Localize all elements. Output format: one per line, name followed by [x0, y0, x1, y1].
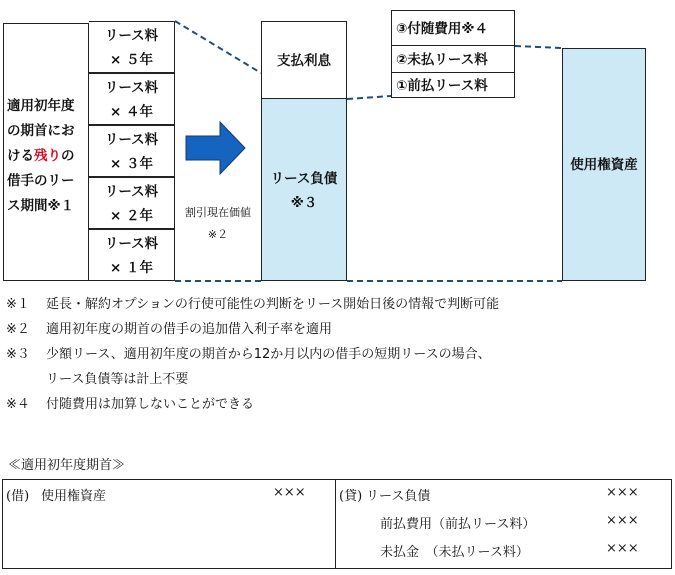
remaining-highlight: 残り: [34, 148, 61, 164]
footnote-text: 少額リース、適用初年度の期首から12か月以内の借手の短期リースの場合、: [46, 347, 491, 362]
credit-amount-liability: ×××: [606, 485, 639, 500]
prepaid-lease-box: ①前払リース料: [391, 72, 515, 98]
incidental-costs-box: ③付随費用※４: [391, 10, 515, 46]
left-label-line-3c: の: [61, 148, 75, 164]
left-label-line-1: 適用初年度: [7, 98, 75, 114]
lease-payment-title: リース料: [104, 28, 159, 44]
debit-tag: (借): [6, 489, 30, 504]
footnote-mark: ※１: [6, 297, 30, 312]
footnote-3-continued: [6, 367, 666, 392]
footnote-3: [6, 342, 666, 367]
stack-to-asset-connector: [515, 46, 562, 48]
interest-expense-box: 支払利息: [261, 21, 347, 99]
footnote-text: 適用初年度の期首の借手の追加借入利子率を適用: [46, 322, 333, 337]
lease-payment-year: × ４年: [109, 104, 153, 120]
lease-liability-label: リース負債: [270, 171, 338, 187]
credit-box: [336, 479, 672, 569]
left-label-line-2: の期首にお: [7, 123, 75, 139]
footnote-2: [6, 317, 666, 342]
debit-account: 使用権資産: [41, 489, 107, 504]
lease-liability-note: ※３: [290, 195, 318, 211]
credit-tag: (貸): [339, 489, 363, 504]
discount-label: [176, 202, 260, 246]
discount-label-text: 割引現在価値: [185, 206, 251, 219]
left-label-line-4: 借手のリー: [7, 173, 75, 189]
right-of-use-asset-box: 使用権資産: [562, 48, 646, 281]
lease-payment-year: × ３年: [109, 156, 153, 172]
liability-to-stack-connector: [347, 96, 391, 99]
lease-payment-title: リース料: [104, 80, 159, 96]
lease-payment-title: リース料: [104, 132, 159, 148]
footnote-mark: [6, 367, 46, 392]
footnote-mark: ※３: [6, 347, 30, 362]
discount-label-note: ※２: [207, 228, 229, 241]
credit-amount-prepaid: ×××: [606, 513, 639, 528]
credit-account-unpaid: 未払金 （未払リース料）: [380, 545, 529, 560]
footnote-text: 延長・解約オプションの行使可能性の判断をリース開始日後の情報で判断可能: [46, 297, 500, 312]
footnote-1: [6, 292, 666, 317]
top-dashed-connector: [175, 21, 261, 73]
footnote-text: 付随費用は加算しないことができる: [46, 397, 255, 412]
credit-amount-unpaid: ×××: [606, 541, 639, 556]
lease-payment-year: × ２年: [109, 208, 153, 224]
left-label-line-5: ス期間※１: [7, 198, 75, 214]
credit-account-liability: リース負債: [366, 489, 431, 504]
debit-box: [2, 479, 336, 569]
footnotes: [6, 292, 666, 417]
footnote-4: [6, 392, 666, 417]
lease-payment-year: × ５年: [109, 52, 153, 68]
left-label-line-3a: ける: [7, 148, 34, 164]
arrow-right-icon: [186, 122, 245, 174]
unpaid-lease-box: ②未払リース料: [391, 45, 515, 73]
lease-liability-box: [261, 98, 347, 281]
journal-heading: ≪適用初年度期首≫: [8, 458, 126, 473]
credit-account-prepaid: 前払費用（前払リース料）: [380, 517, 536, 532]
lease-payment-year: × １年: [109, 260, 153, 276]
lease-payment-title: リース料: [104, 236, 159, 252]
debit-amount: ×××: [273, 485, 306, 500]
footnote-mark: ※４: [6, 397, 30, 412]
footnote-text: リース負債等は計上不要: [46, 372, 189, 387]
footnote-mark: ※２: [6, 322, 30, 337]
lease-payment-title: リース料: [104, 184, 159, 200]
